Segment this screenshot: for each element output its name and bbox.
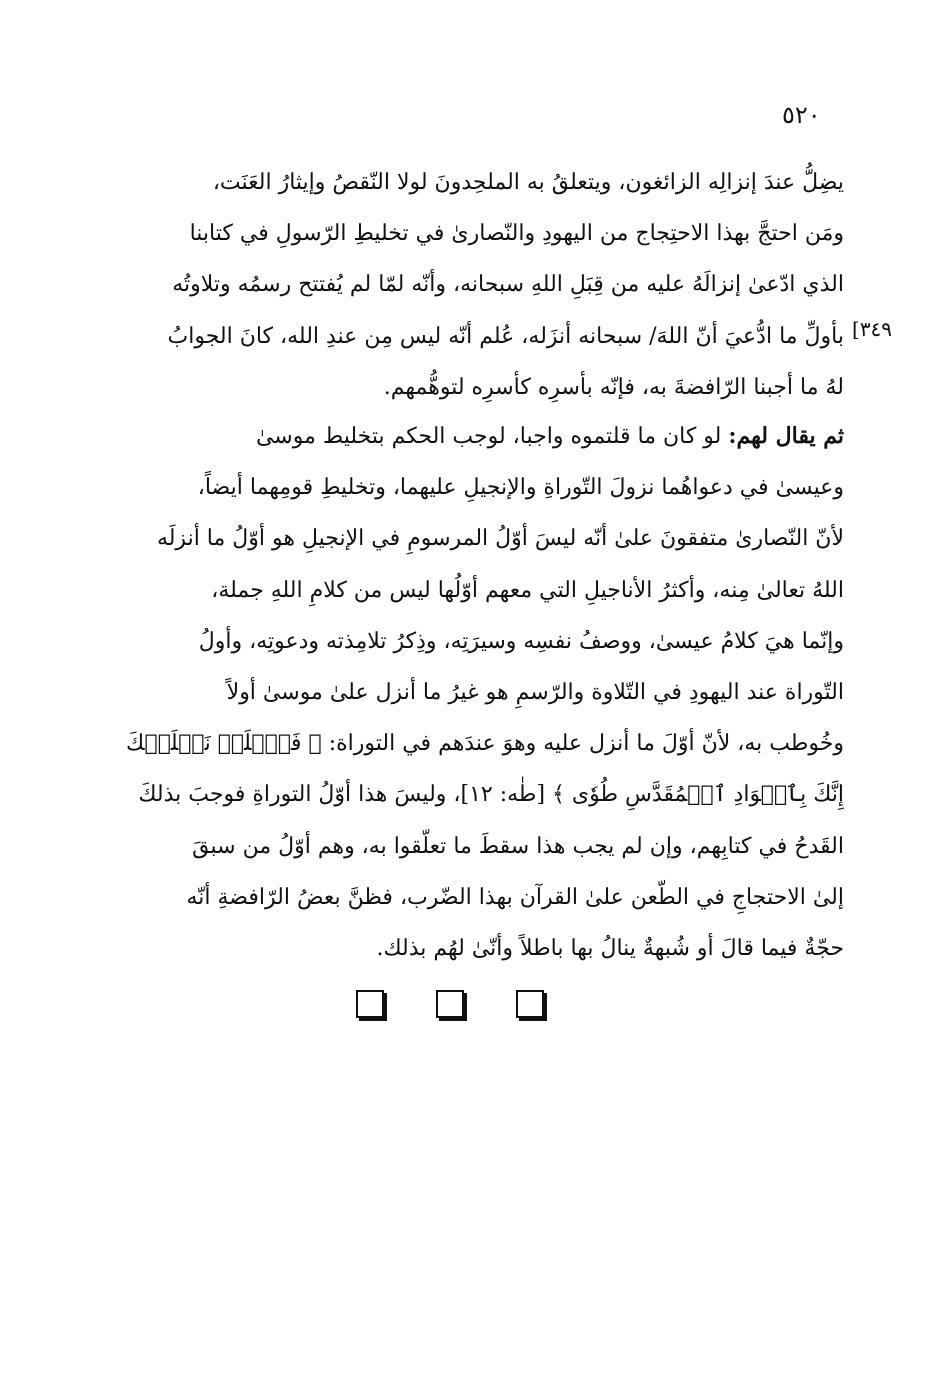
text-line: بأولِّ ما ادُّعيَ أنّ اللهَ/ سبحانه أنزَله، عُلم أنّه ليس مِن عندِ الله، كانَ الجوابُ [167,323,844,349]
square-ornament-icon [436,990,464,1018]
paragraph-2 [80,411,844,974]
text-line: ومَن احتجَّ بهذا الاحتِجاج من اليهودِ والنّصارىٰ في تخليطِ الرّسولِ في كتابنا [189,221,844,247]
text-line: وإنّما هيَ كلامُ عيسىٰ، ووصفُ نفسِه وسيرَتِه، وذِكرُ تلامِذته ودعوتِه، وأولُ [198,628,844,654]
text-line-first [80,411,844,462]
text-line: لأنّ النّصارىٰ متفقونَ علىٰ أنّه ليسَ أوّلُ المرسومِ في الإنجيلِ هو أوّلُ ما أنزلَه [156,526,844,552]
text-segment: لو كان ما قلتموه واجبا، لوجب الحكم بتخليط موسىٰ [255,424,729,449]
section-end-ornaments [350,990,550,1030]
text-line: الذي ادّعىٰ إنزالَهُ عليه من قِبَلِ اللهِ سبحانه، وأنّه لمّا لم يُفتتح رسمُه وتلاوتُه [172,272,844,298]
text-line: القَدحُ في كتابِهم، وإن لم يجب هذا سقطَ ما تعلّقوا به، وهم أوّلُ من سبقَ [192,833,844,859]
paragraph-lead: ثم يقال لهم: [728,423,844,449]
text-line: إلىٰ الاحتجاجِ في الطّعن علىٰ القرآن بهذا الضّرب، فظنَّ بعضُ الرّافضةِ أنّه [186,884,844,910]
text-line: اللهُ تعالىٰ مِنه، وأكثرُ الأناجيلِ التي معهم أوّلُها ليس من كلامِ اللهِ جملة، [211,577,844,603]
square-ornament-icon [356,990,384,1018]
margin-page-reference: [٣٤٩ [852,317,893,341]
text-line: لهُ ما أجبنا الرّافضةَ به، فإنّه بأسرِه كأسرِه لتوهُّمهم. [383,374,844,400]
text-line: وخُوطب به، لأنّ أوّلَ ما أنزل عليه وهوَ عندَهم في التوراة: ﴿ فَٱخۡلَعۡ نَعۡلَيۡكَ [125,731,844,757]
page-number: ٥٢٠ [782,101,821,129]
text-line: حجّةٌ فيما قالَ أو شُبهةٌ ينالُ بها باطلاً وأنّىٰ لهُم بذلك. [376,935,844,961]
text-line: يضِلُّ عندَ إنزالِه الزائغون، ويتعلقُ به الملحِدونَ لولا النّقصُ وإيثارُ العَنَت، [212,170,844,195]
text-line: إِنَّكَ بِٱلۡوَادِ ٱلۡمُقَدَّسِ طُوٗى ﴾ [طٰه: ١٢]، وليسَ هذا أوّلُ التوراةِ فوجبَ بذلكَ [138,782,844,808]
text-line: التّوراة عند اليهودِ في التّلاوة والرّسمِ هو غيرُ ما أنزل علىٰ موسىٰ أولاً [226,679,844,705]
text-line: وعيسىٰ في دعواهُما نزولَ التّوراةِ والإنجيلِ عليهما، وتخليطِ قومِهما أيضاً، [197,475,844,501]
paragraph-1 [80,157,844,413]
square-ornament-icon [516,990,544,1018]
